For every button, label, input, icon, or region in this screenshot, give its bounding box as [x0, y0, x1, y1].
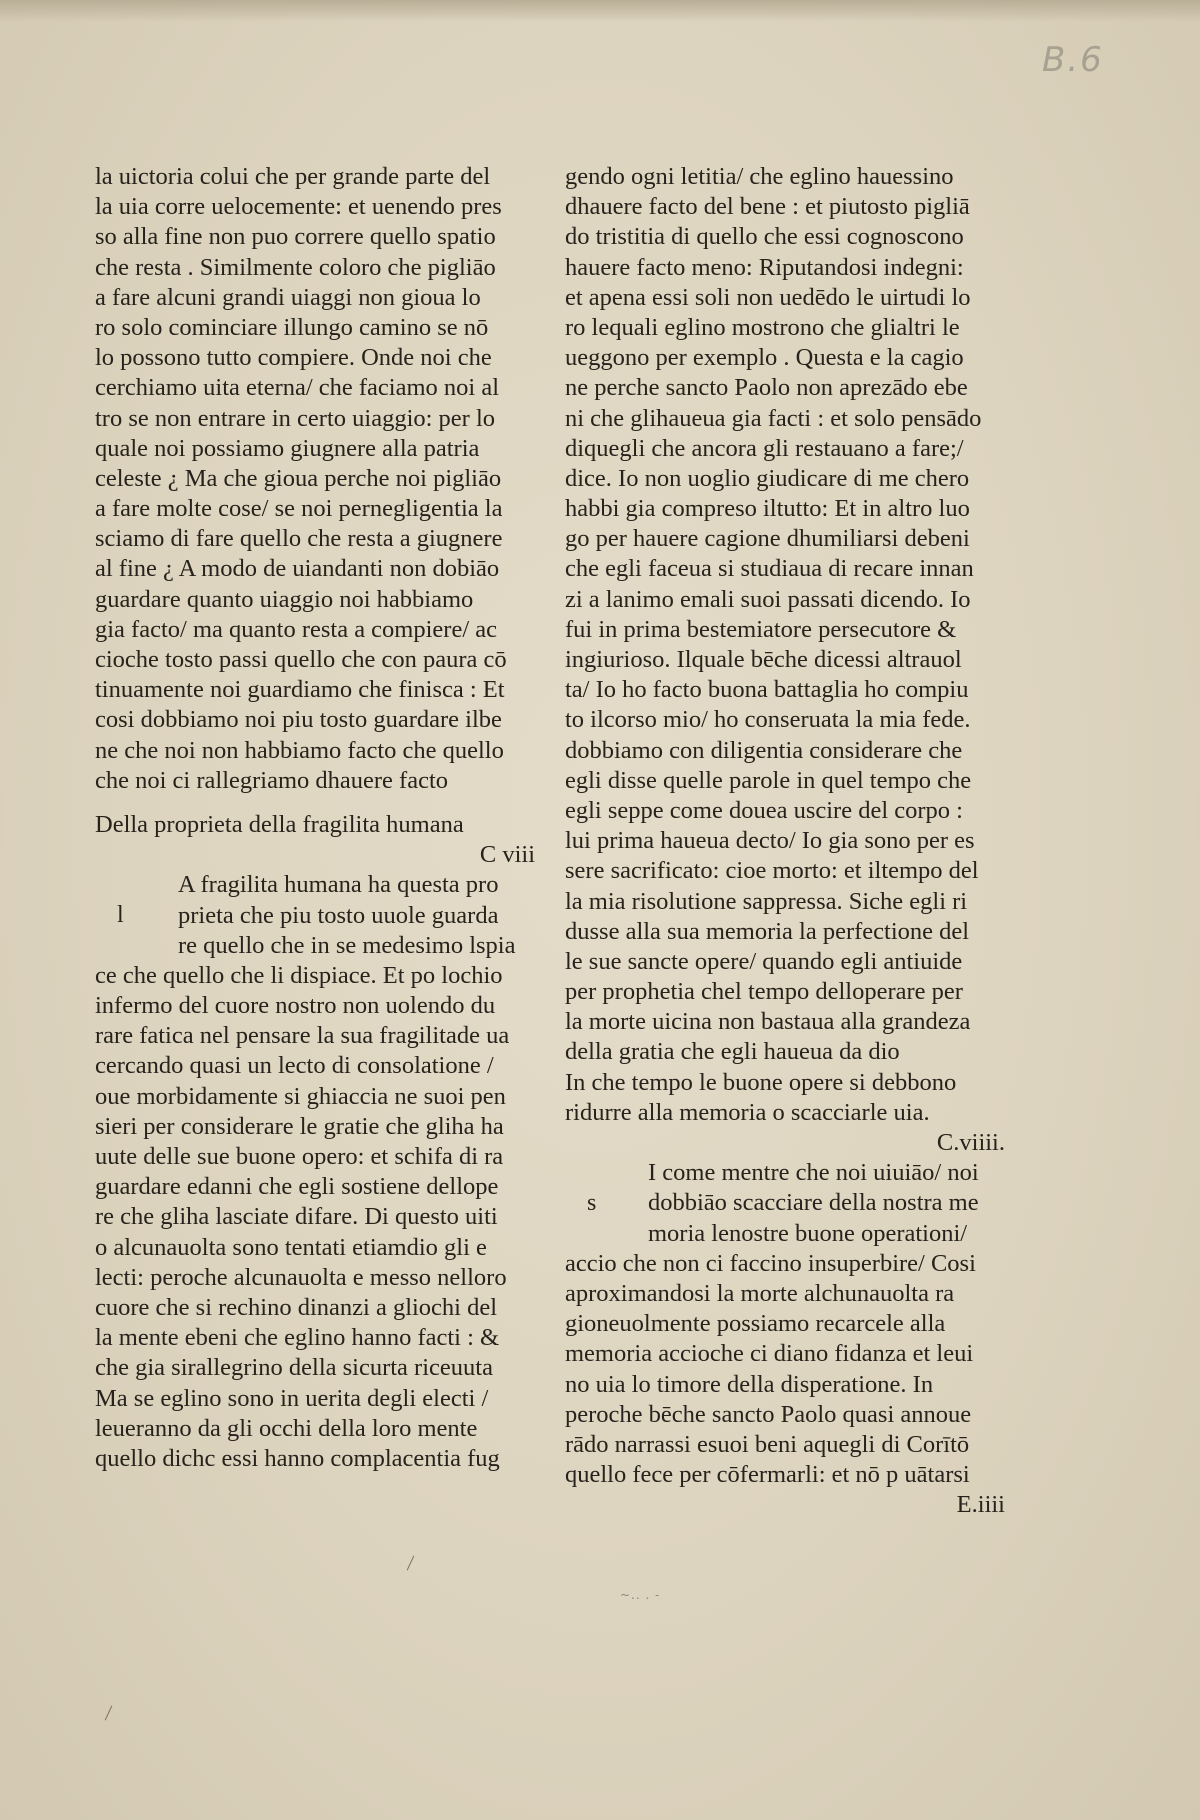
text-line: le sue sancte opere/ quando egli antiuide [565, 947, 963, 975]
text-line: la uia corre uelocemente: et uenendo pres [95, 193, 502, 221]
text-line: diquegli che ancora gli restauano a fare;/ [565, 434, 964, 462]
text-line: che egli faceua si studiaua di recare innan [565, 555, 974, 583]
initial-block-viiii [565, 1158, 1005, 1249]
chapter-number-viii: C viii [479, 841, 535, 869]
text-line: cercando quasi un lecto di consolatione / [95, 1052, 494, 1080]
text-line: infermo del cuore nostro non uolendo du [95, 992, 496, 1020]
text-line: et apena essi soli non uedēdo le uirtudi lo [565, 283, 971, 311]
text-line: ne che noi non habbiamo facto che quello [95, 736, 504, 764]
text-line: no uia lo timore della disperatione. In [565, 1370, 934, 1398]
text-line: guardare quanto uiaggio noi habbiamo [95, 585, 474, 613]
text-line: dice. Io non uoglio giudicare di me chero [565, 464, 970, 492]
text-line: cioche tosto passi quello che con paura cō [95, 646, 507, 673]
text-line: la uictoria colui che per grande parte del [95, 163, 491, 190]
text-line: che gia sirallegrino della sicurta riceuuta [95, 1354, 493, 1382]
text-line: re che gliha lasciate difare. Di questo uiti [95, 1203, 498, 1231]
chapter-number-viiii: C.viiii. [936, 1129, 1005, 1156]
text-line: memoria accioche ci diano fidanza et leui [565, 1340, 974, 1368]
stray-mark-1 [105, 1706, 113, 1721]
text-line: rādo narrassi esuoi beni aquegli di Corītō [565, 1430, 970, 1458]
text-line: sieri per considerare le gratie che gliha ha [95, 1112, 504, 1140]
left-indented-lines [95, 870, 535, 961]
text-line: cerchiamo uita eterna/ che faciamo noi al [95, 374, 500, 402]
right-text-column [565, 162, 1005, 1520]
text-line: gia facto/ ma quanto resta a compiere/ ac [95, 615, 498, 643]
text-line: lui prima haueua decto/ Io gia sono per es [565, 827, 975, 855]
stray-mark-2 [407, 1556, 415, 1571]
text-line: aproximandosi la morte alchunauolta ra [565, 1279, 955, 1307]
text-line: ingiurioso. Ilquale bēche dicessi altrauol [565, 646, 962, 673]
text-line: ne perche sancto Paolo non aprezādo ebe [565, 374, 968, 402]
text-line: peroche bēche sancto Paolo quasi annoue [565, 1400, 972, 1428]
guide-letter-l: l [117, 902, 124, 929]
text-line: ni che glihaueua gia facti : et solo pensādo [565, 404, 982, 432]
text-line: oue morbidamente si ghiaccia ne suoi pen [95, 1082, 506, 1110]
text-line: la mente ebeni che eglino hanno facti : & [95, 1324, 500, 1352]
text-line: I come mentre che noi uiuiāo/ noi [648, 1159, 979, 1187]
text-line: ro solo cominciare illungo camino se nō [95, 313, 489, 341]
initial-block-viii [95, 870, 535, 961]
text-line: A fragilita humana ha questa pro [178, 871, 499, 899]
text-line: sciamo di fare quello che resta a giugnere [95, 525, 503, 553]
text-line: egli seppe come douea uscire del corpo : [565, 796, 963, 824]
text-line: moria lenostre buone operationi/ [648, 1219, 968, 1247]
text-line: dobbiamo con diligentia considerare che [565, 736, 963, 764]
pencil-folio-number: B.6 [1042, 40, 1104, 80]
text-line: re quello che in se medesimo lspia [178, 931, 516, 959]
text-line: leueranno da gli occhi della loro mente [95, 1414, 478, 1442]
text-line: cuore che si rechino dinanzi a gliochi del [95, 1293, 498, 1321]
text-line: cosi dobbiamo noi piu tosto guardare ilbe [95, 706, 502, 734]
guide-letter-s: s [587, 1190, 597, 1217]
text-line: per prophetia chel tempo delloperare per [565, 978, 963, 1006]
ink-smudge: ~.. . - [620, 1588, 661, 1602]
text-line: tro se non entrare in certo uiaggio: per lo [95, 404, 496, 432]
text-line: egli disse quelle parole in quel tempo che [565, 766, 972, 794]
text-line: guardare edanni che egli sostiene dellope [95, 1173, 499, 1201]
text-line: al fine ¿ A modo de uiandanti non dobiāo [95, 555, 500, 583]
text-line: do tristitia di quello che essi cognoscono [565, 223, 964, 251]
text-line: la mia risolutione sappressa. Siche egli ri [565, 887, 968, 915]
right-paragraph-1 [565, 162, 1005, 1068]
text-line: fui in prima bestemiatore persecutore & [565, 615, 957, 643]
text-line: accio che non ci faccino insuperbire/ Cosi [565, 1249, 976, 1277]
text-line: In che tempo le buone opere si debbono [565, 1068, 957, 1096]
text-line: ce che quello che li dispiace. Et po lochio [95, 961, 503, 989]
text-line: uute delle sue buone opero: et schifa di ra [95, 1143, 504, 1170]
text-line: la morte uicina non bastaua alla grandeza [565, 1008, 971, 1036]
text-line: della gratia che egli haueua da dio [565, 1038, 900, 1066]
text-line: Ma se eglino sono in uerita degli electi / [95, 1384, 489, 1412]
text-line: dobbiāo scacciare della nostra me [648, 1189, 979, 1217]
text-line: a fare alcuni grandi uiaggi non gioua lo [95, 283, 481, 311]
page-top-edge [0, 0, 1200, 22]
left-paragraph-1 [95, 162, 535, 796]
text-line: rare fatica nel pensare la sua fragilitade ua [95, 1022, 510, 1050]
right-paragraph-2 [565, 1249, 1005, 1491]
text-line: prieta che piu tosto uuole guarda [178, 901, 499, 929]
text-line: gioneuolmente possiamo recarcele alla [565, 1310, 946, 1338]
text-line: o alcunauolta sono tentati etiamdio gli e [95, 1233, 487, 1261]
left-text-column [95, 162, 535, 1474]
text-line: lecti: peroche alcunauolta e messo nelloro [95, 1263, 507, 1291]
text-line: quale noi possiamo giugnere alla patria [95, 434, 480, 462]
text-line: che noi ci rallegriamo dhauere facto [95, 766, 449, 794]
text-line: sere sacrificato: cioe morto: et iltempo del [565, 857, 979, 885]
signature-mark: E.iiii [956, 1491, 1005, 1519]
right-indented-lines [565, 1158, 1005, 1249]
text-line: dusse alla sua memoria la perfectione del [565, 917, 970, 945]
text-line: ta/ Io ho facto buona battaglia ho compiu [565, 676, 969, 704]
text-line: celeste ¿ Ma che gioua perche noi pigliāo [95, 464, 502, 492]
text-line: ueggono per exemplo . Questa e la cagio [565, 344, 964, 372]
text-line: hauere facto meno: Riputandosi indegni: [565, 253, 964, 281]
left-paragraph-2 [95, 961, 535, 1474]
text-line: lo possono tutto compiere. Onde noi che [95, 344, 492, 372]
text-line: so alla fine non puo correre quello spatio [95, 223, 496, 251]
text-line: go per hauere cagione dhumiliarsi debeni [565, 525, 970, 553]
text-line: zi a lanimo emali suoi passati dicendo. Io [565, 585, 971, 613]
text-line: to ilcorso mio/ ho conseruata la mia fede. [565, 706, 971, 734]
text-line: che resta . Similmente coloro che pigliāo [95, 253, 496, 281]
text-line: dhauere facto del bene : et piutosto pigliā [565, 193, 970, 221]
text-line: ro lequali eglino mostrono che glialtri le [565, 313, 960, 341]
text-line: a fare molte cose/ se noi pernegligentia la [95, 495, 503, 523]
text-line: habbi gia compreso iltutto: Et in altro luo [565, 495, 970, 523]
text-line: tinuamente noi guardiamo che finisca : Et [95, 676, 505, 704]
chapter-heading-viiii [565, 1068, 1005, 1128]
chapter-heading-viii: Della proprieta della fragilita humana [95, 810, 464, 838]
text-line: gendo ogni letitia/ che eglino hauessino [565, 163, 954, 190]
text-line: quello fece per cōfermarli: et nō p uātarsi [565, 1461, 970, 1489]
text-line: ridurre alla memoria o scacciarle uia. [565, 1098, 930, 1126]
text-line: quello dichc essi hanno complacentia fug [95, 1444, 500, 1472]
